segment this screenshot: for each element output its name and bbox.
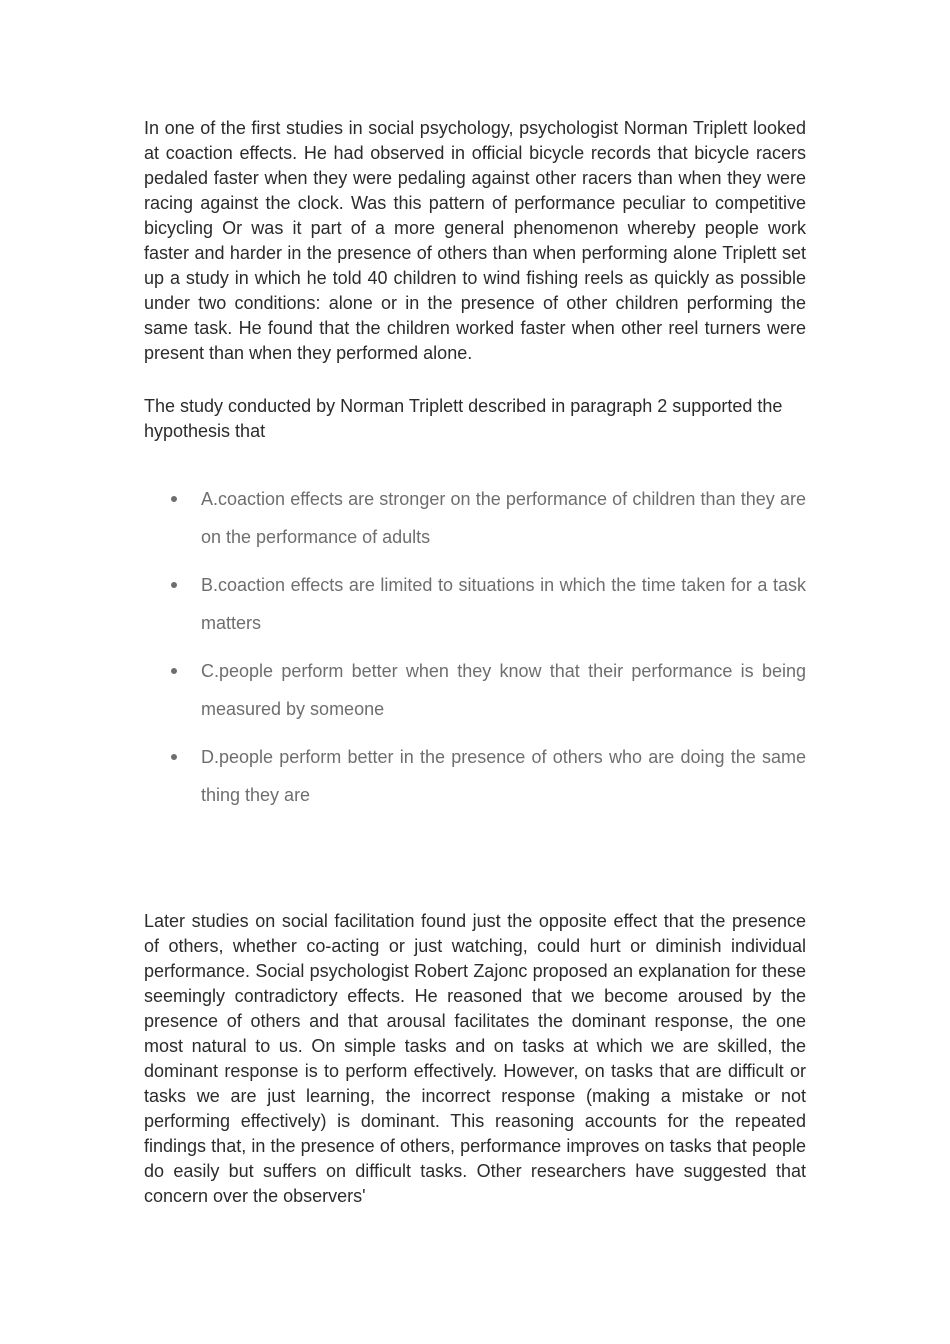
answer-option-c[interactable] xyxy=(144,652,806,728)
answer-option-d-text: D.people perform better in the presence of others who are doing the same thing they are xyxy=(201,747,806,805)
answer-options-list xyxy=(144,480,806,814)
answer-option-c-text: C.people perform better when they know that their performance is being measured by someone xyxy=(201,661,806,719)
answer-option-a-text: A.coaction effects are stronger on the performance of children than they are on the performance of adults xyxy=(201,489,806,547)
document-page xyxy=(144,116,806,1209)
answer-option-a[interactable] xyxy=(144,480,806,556)
answer-option-b[interactable] xyxy=(144,566,806,642)
bullet-icon xyxy=(171,754,177,760)
bullet-icon xyxy=(171,496,177,502)
bullet-icon xyxy=(171,668,177,674)
passage-paragraph-1: In one of the first studies in social psychology, psychologist Norman Triplett looked at coaction effects. He had observed in official bicycle records that bicycle racers pedaled faster when they were pedaling against other racers than when they were racing against the clock. Was this pattern of performance peculiar to competitive bicycling Or was it part of a more general phenomenon whereby people work faster and harder in the presence of others than when performing alone Triplett set up a study in which he told 40 children to wind fishing reels as quickly as possible under two conditions: alone or in the presence of other children performing the same task. He found that the children worked faster when other reel turners were present than when they performed alone. xyxy=(144,118,806,363)
passage-paragraph-2: Later studies on social facilitation found just the opposite effect that the presence of others, whether co-acting or just watching, could hurt or diminish individual performance. Social psychologist Robert Zajonc proposed an explanation for these seemingly contradictory effects. He reasoned that we become aroused by the presence of others and that arousal facilitates the dominant response, the one most natural to us. On simple tasks and on tasks at which we are skilled, the dominant response is to perform effectively. However, on tasks that are difficult or tasks we are just learning, the incorrect response (making a mistake or not performing effectively) is dominant. This reasoning accounts for the repeated findings that, in the presence of others, performance improves on tasks that people do easily but suffers on difficult tasks. Other researchers have suggested that concern over the observers' xyxy=(144,911,806,1206)
answer-option-b-text: B.coaction effects are limited to situations in which the time taken for a task matters xyxy=(201,575,806,633)
question-stem: The study conducted by Norman Triplett described in paragraph 2 supported the hypothesis that xyxy=(144,396,783,441)
bullet-icon xyxy=(171,582,177,588)
answer-option-d[interactable] xyxy=(144,738,806,814)
